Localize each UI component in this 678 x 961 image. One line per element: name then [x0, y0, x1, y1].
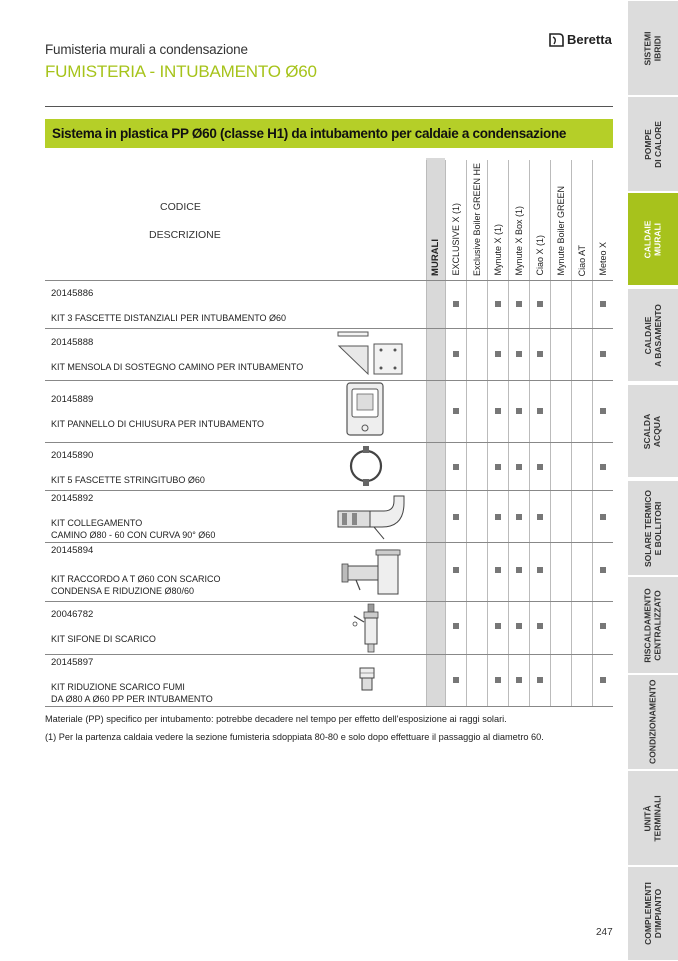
availability-mark: [453, 408, 459, 414]
row-divider: [45, 380, 613, 381]
tab-label: SOLARE TERMICO: [642, 489, 653, 567]
brand-logo: [548, 32, 612, 47]
availability-mark: [453, 464, 459, 470]
col-head-text: Exclusive Boiler GREEN HE: [472, 162, 482, 276]
row-divider: [45, 280, 613, 281]
row-divider: [45, 601, 613, 602]
row-divider: [45, 328, 613, 329]
tab-label: UNITÀ: [642, 805, 653, 831]
tab-pompe-di-calore[interactable]: [628, 96, 678, 192]
availability-mark: [516, 567, 522, 573]
availability-mark: [600, 567, 606, 573]
tab-caldaie-murali[interactable]: [628, 192, 678, 286]
side-tabs: [628, 0, 678, 959]
col-head-text: Meteo X: [598, 242, 608, 276]
col-head-murali: [425, 168, 445, 276]
availability-mark: [516, 677, 522, 683]
row-code: 20046782: [51, 609, 94, 620]
row-divider: [45, 490, 613, 491]
descrizione-header: DESCRIZIONE: [149, 229, 221, 241]
availability-mark: [600, 464, 606, 470]
chimney-elbow-kit-image: [334, 493, 410, 541]
row-description: KIT COLLEGAMENTO: [51, 518, 143, 528]
availability-mark: [600, 301, 606, 307]
availability-mark: [453, 623, 459, 629]
row-code: 20145888: [51, 337, 94, 348]
tab-scalda-acqua[interactable]: [628, 384, 678, 478]
row-code: 20145897: [51, 657, 94, 668]
drain-siphon-image: [350, 602, 390, 654]
row-code: 20145892: [51, 493, 94, 504]
availability-mark: [495, 567, 501, 573]
col-head-mynute-x-box: [509, 168, 529, 276]
tab-riscaldamento-centralizzato[interactable]: [628, 576, 678, 674]
tab-label: DI CALORE: [652, 120, 662, 168]
codice-header: CODICE: [160, 201, 201, 213]
closing-panel-image: [345, 381, 385, 439]
page-title: FUMISTERIA - INTUBAMENTO Ø60: [45, 62, 317, 81]
col-head-mynute-x: [488, 168, 508, 276]
availability-mark: [600, 623, 606, 629]
footnote: (1) Per la partenza caldaia vedere la sezione fumisteria sdoppiata 80-80 e solo dopo effettuare il passaggio al diametro 60.: [45, 732, 544, 742]
tab-label: POMPE: [642, 128, 653, 160]
tab-label: CALDAIE: [642, 316, 653, 354]
availability-mark: [516, 464, 522, 470]
tab-label: RISCALDAMENTO: [642, 587, 653, 663]
col-head-text: Mynute Boiler GREEN: [556, 186, 566, 276]
row-description: KIT 5 FASCETTE STRINGITUBO Ø60: [51, 475, 205, 485]
row-divider: [45, 706, 613, 707]
col-head-ciao-at: [572, 168, 592, 276]
availability-mark: [537, 464, 543, 470]
row-description: KIT RIDUZIONE SCARICO FUMI: [51, 682, 185, 692]
availability-mark: [537, 623, 543, 629]
availability-mark: [537, 677, 543, 683]
availability-mark: [495, 677, 501, 683]
beretta-logo-icon: [548, 33, 564, 47]
tab-solare-termico[interactable]: [628, 480, 678, 576]
row-divider: [45, 442, 613, 443]
tab-label: TERMINALI: [652, 794, 662, 842]
availability-mark: [453, 567, 459, 573]
col-head-text: Mynute X (1): [493, 224, 503, 276]
tab-condizionamento[interactable]: [628, 674, 678, 770]
availability-mark: [516, 514, 522, 520]
col-head-text: Mynute X Box (1): [514, 206, 524, 276]
availability-mark: [495, 408, 501, 414]
row-description: KIT SIFONE DI SCARICO: [51, 634, 156, 644]
bracket-kit-image: [336, 330, 406, 378]
row-description: CAMINO Ø80 - 60 CON CURVA 90° Ø60: [51, 530, 216, 540]
pipe-clamp-image: [346, 444, 386, 488]
row-description: KIT PANNELLO DI CHIUSURA PER INTUBAMENTO: [51, 419, 265, 429]
flue-reducer-image: [357, 666, 377, 692]
brand-name: Beretta: [567, 32, 612, 47]
header-rule: [45, 106, 613, 107]
row-description: DA Ø80 A Ø60 PP PER INTUBAMENTO: [51, 694, 213, 704]
availability-mark: [537, 351, 543, 357]
tab-label: MURALI: [652, 222, 662, 256]
row-description: KIT RACCORDO A T Ø60 CON SCARICO: [51, 574, 221, 584]
col-head-text: Ciao X (1): [535, 235, 545, 276]
col-head-text: EXCLUSIVE X (1): [451, 203, 461, 276]
availability-mark: [495, 464, 501, 470]
availability-mark: [600, 351, 606, 357]
tab-label: D'IMPIANTO: [652, 888, 662, 939]
row-code: 20145894: [51, 545, 94, 556]
availability-mark: [600, 408, 606, 414]
col-head-text: Ciao AT: [577, 244, 587, 276]
availability-mark: [495, 623, 501, 629]
col-head-exclusive-boiler: [467, 162, 487, 276]
col-head-text: MURALI: [429, 239, 441, 276]
row-code: 20145890: [51, 450, 94, 461]
tab-label: E BOLLITORI: [652, 501, 663, 555]
tab-complementi-impianto[interactable]: [628, 866, 678, 961]
tab-sistemi-ibridi[interactable]: [628, 0, 678, 96]
availability-mark: [537, 567, 543, 573]
section-banner: [45, 119, 613, 148]
page-number: 247: [596, 927, 613, 938]
tee-fitting-image: [338, 546, 404, 598]
row-description: KIT MENSOLA DI SOSTEGNO CAMINO PER INTUBAMENTO: [51, 362, 304, 372]
tab-unita-terminali[interactable]: [628, 770, 678, 866]
availability-mark: [537, 514, 543, 520]
availability-mark: [516, 301, 522, 307]
row-description: KIT 3 FASCETTE DISTANZIALI PER INTUBAMENTO Ø60: [51, 313, 287, 323]
tab-caldaie-a-basamento[interactable]: [628, 288, 678, 382]
tab-label: A BASAMENTO: [652, 303, 662, 367]
availability-mark: [537, 408, 543, 414]
availability-mark: [495, 514, 501, 520]
availability-mark: [516, 408, 522, 414]
availability-mark: [600, 514, 606, 520]
row-divider: [45, 542, 613, 543]
availability-mark: [453, 677, 459, 683]
tab-label: COMPLEMENTI: [642, 882, 653, 945]
col-head-ciao-x: [530, 168, 550, 276]
tab-label: ACQUA: [651, 415, 662, 447]
availability-mark: [495, 301, 501, 307]
availability-mark: [516, 623, 522, 629]
tab-label: CONDIZIONAMENTO: [647, 679, 658, 765]
row-code: 20145889: [51, 394, 94, 405]
row-description: CONDENSA E RIDUZIONE Ø80/60: [51, 586, 195, 596]
tab-label: IBRIDI: [651, 35, 662, 61]
availability-mark: [453, 301, 459, 307]
tab-label: SISTEMI: [642, 30, 653, 66]
availability-mark: [600, 677, 606, 683]
material-note: Materiale (PP) specifico per intubamento: potrebbe decadere nel tempo per effetto dell'esposizione ai raggi solari.: [45, 714, 507, 724]
tab-label: SCALDA: [642, 413, 653, 449]
section-banner-text: Sistema in plastica PP Ø60 (classe H1) da intubamento per caldaie a condensazione: [52, 126, 567, 141]
tab-label: CENTRALIZZATO: [652, 589, 662, 661]
availability-mark: [537, 301, 543, 307]
availability-mark: [495, 351, 501, 357]
availability-mark: [453, 351, 459, 357]
col-head-mynute-boiler: [551, 168, 571, 276]
col-head-meteo-x: [593, 168, 613, 276]
tab-label: CALDAIE: [642, 220, 653, 258]
row-code: 20145886: [51, 288, 94, 299]
availability-mark: [453, 514, 459, 520]
row-divider: [45, 654, 613, 655]
page-subtitle: Fumisteria murali a condensazione: [45, 42, 248, 57]
availability-mark: [516, 351, 522, 357]
col-head-exclusive-x: [446, 168, 466, 276]
